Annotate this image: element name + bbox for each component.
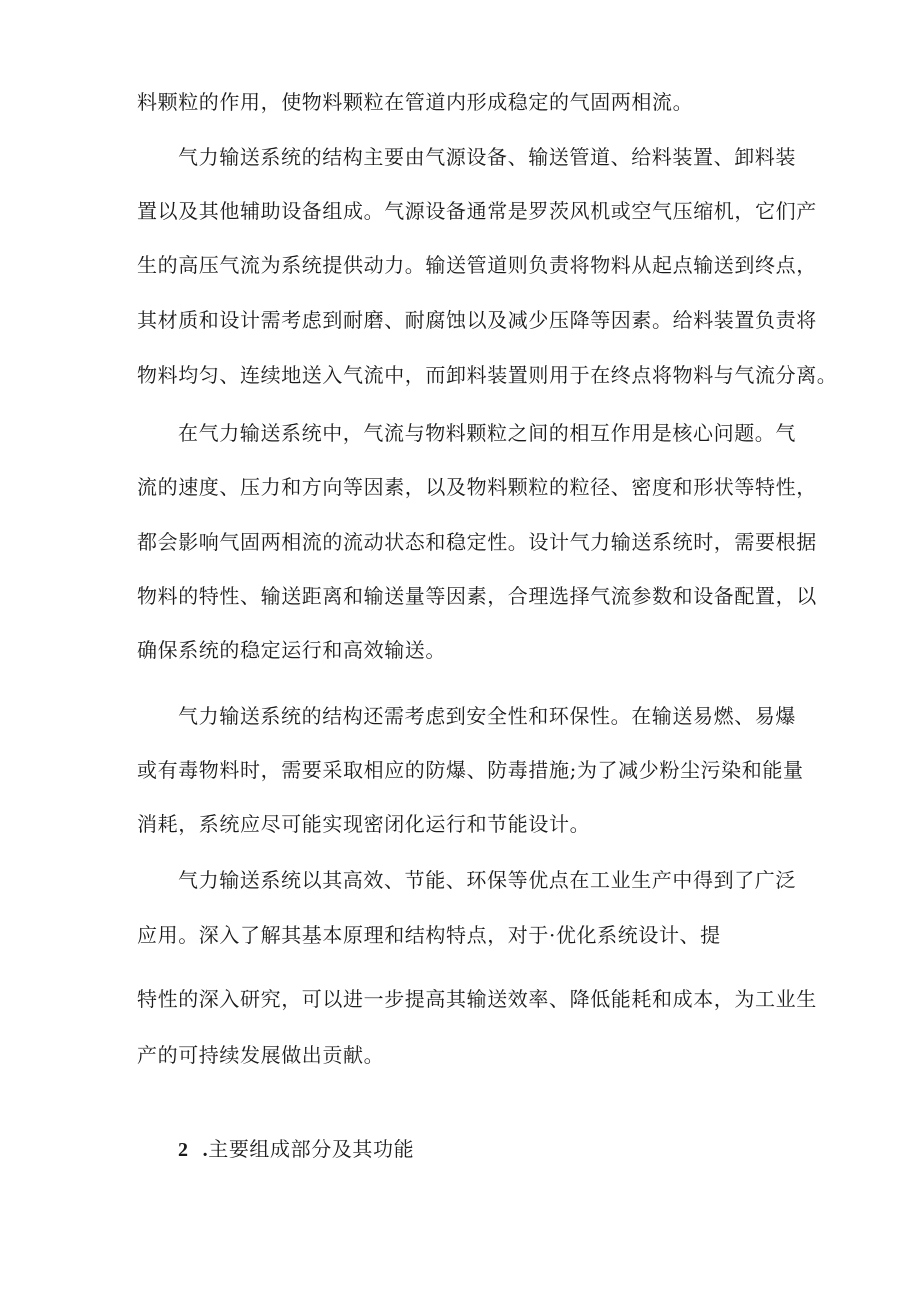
paragraph-line: 气力输送系统的结构还需考虑到安全性和环保性。在输送易燃、易爆 — [178, 704, 796, 728]
paragraph-line: 气力输送系统的结构主要由气源设备、输送管道、给料装置、卸料装 — [178, 145, 796, 169]
section-title: 主要组成部分及其功能 — [208, 1137, 415, 1161]
paragraph-line: 特性的深入研究，可以进一步提高其输送效率、降低能耗和成本，为工业生 — [137, 987, 817, 1011]
paragraph-line: 确保系统的稳定运行和高效输送。 — [137, 638, 446, 662]
paragraph-line: 产的可持续发展做出贡献。 — [137, 1043, 385, 1067]
paragraph-line: 置以及其他辅助设备组成。气源设备通常是罗茨风机或空气压缩机，它们产 — [137, 199, 817, 223]
paragraph-line: 其材质和设计需考虑到耐磨、耐腐蚀以及减少压降等因素。给料装置负责将 — [137, 308, 817, 332]
paragraph-line: 应用。深入了解其基本原理和结构特点，对于·优化系统设计、提 — [137, 923, 721, 947]
section-number-dot: . — [202, 1139, 209, 1161]
section-heading — [178, 1135, 414, 1164]
paragraph-line: 消耗，系统应尽可能实现密闭化运行和节能设计。 — [137, 812, 591, 836]
paragraph-line: 流的速度、压力和方向等因素，以及物料颗粒的粒径、密度和形状等特性， — [137, 475, 817, 499]
paragraph-line: 气力输送系统以其高效、节能、环保等优点在工业生产中得到了广泛 — [178, 868, 796, 892]
paragraph-line: 物料均匀、连续地送入气流中，而卸料装置则用于在终点将物料与气流分离。 — [137, 363, 838, 387]
section-number: 2 — [178, 1139, 189, 1161]
paragraph-line: 都会影响气固两相流的流动状态和稳定性。设计气力输送系统时，需要根据 — [137, 530, 817, 554]
paragraph-line: 生的高压气流为系统提供动力。输送管道则负责将物料从起点输送到终点， — [137, 253, 817, 277]
paragraph-line: 物料的特性、输送距离和输送量等因素，合理选择气流参数和设备配置，以 — [137, 584, 817, 608]
paragraph-line: 料颗粒的作用，使物料颗粒在管道内形成稳定的气固两相流。 — [137, 90, 694, 114]
paragraph-line: 在气力输送系统中，气流与物料颗粒之间的相互作用是核心问题。气 — [178, 421, 796, 445]
paragraph-line: 或有毒物料时，需要采取相应的防爆、防毒措施;为了减少粉尘污染和能量 — [137, 758, 804, 782]
